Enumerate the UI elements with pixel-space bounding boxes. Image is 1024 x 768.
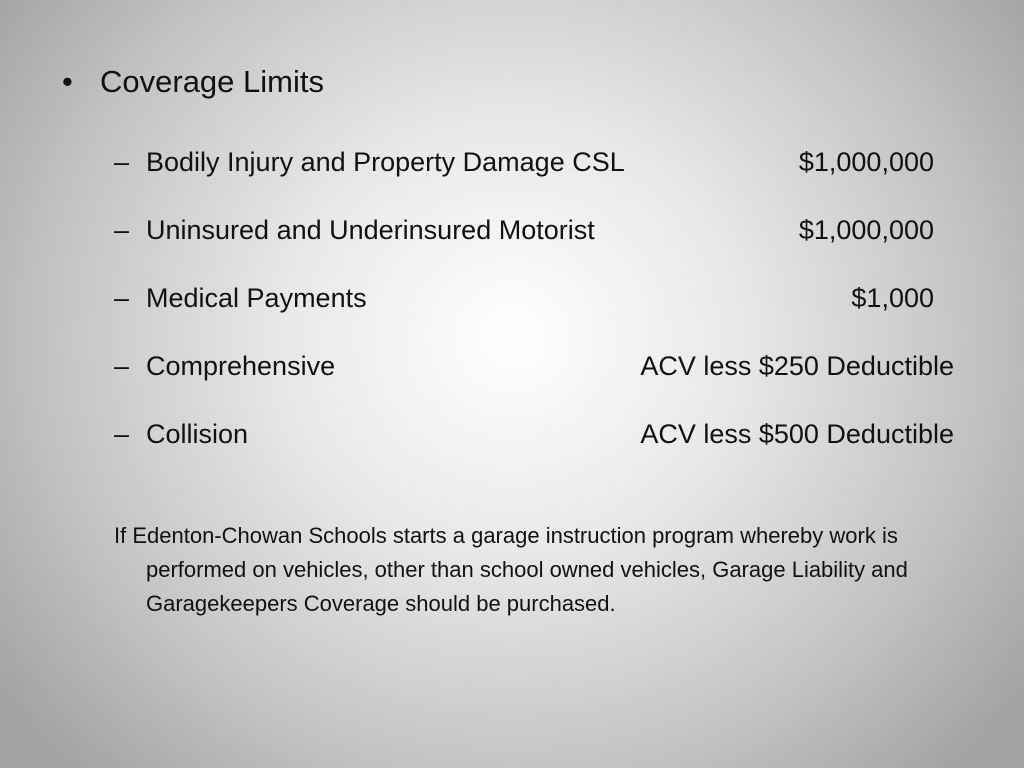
coverage-value: ACV less $250 Deductible — [640, 351, 954, 381]
dash-symbol: – — [114, 419, 130, 449]
coverage-item-bodily-injury — [0, 142, 1024, 182]
coverage-label: Uninsured and Underinsured Motorist — [146, 215, 595, 245]
garage-liability-note: If Edenton-Chowan Schools starts a garage instruction program whereby work is performed on vehicles, other than school owned vehicles, Garage Liability and Garagekeepers Coverage should be purchased. — [114, 523, 908, 616]
coverage-item-uninsured-motorist — [0, 210, 1024, 250]
dash-symbol: – — [114, 283, 130, 313]
coverage-value: ACV less $500 Deductible — [640, 419, 954, 449]
coverage-value: $1,000 — [851, 283, 934, 313]
coverage-label: Collision — [146, 419, 249, 449]
dash-symbol: – — [114, 351, 130, 381]
bullet-symbol: • — [62, 64, 73, 99]
coverage-label: Bodily Injury and Property Damage CSL — [146, 147, 625, 177]
coverage-item-comprehensive — [0, 346, 1024, 386]
coverage-item-collision — [0, 414, 1024, 454]
coverage-value: $1,000,000 — [798, 215, 934, 245]
coverage-label: Comprehensive — [146, 351, 336, 381]
dash-symbol: – — [114, 147, 130, 177]
coverage-label: Medical Payments — [146, 283, 367, 313]
coverage-item-medical-payments — [0, 278, 1024, 318]
coverage-value: $1,000,000 — [798, 147, 934, 177]
dash-symbol: – — [114, 215, 130, 245]
coverage-heading: Coverage Limits — [100, 64, 324, 99]
main-bullet — [62, 60, 324, 104]
